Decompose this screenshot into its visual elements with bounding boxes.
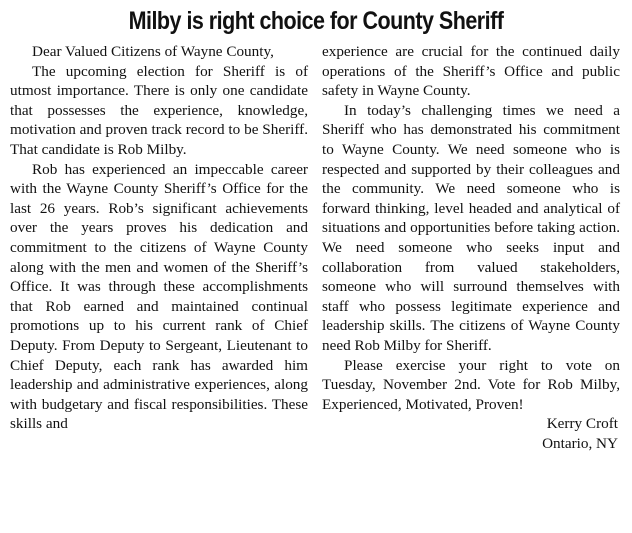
signature-location: Ontario, NY [542,434,618,452]
right-column [322,42,620,453]
headline: Milby is right choice for County Sheriff [128,7,504,35]
paragraph-challenging-times: In today’s challenging times we need a Sheriff who has demonstrated his commitment to Wayne County. We need someone who is respected and supported by their colleagues and the community. We need someone who is forward thinking, level headed and analytical of situations and opportunities before taking action. We need someone who seeks input and collaboration from valued stakeholders, someone who will surround themselves with staff who possess legitimate experience and leadership skills. The citizens of Wayne County need Rob Milby for Sheriff. [322,101,620,354]
signature-name: Kerry Croft [546,415,618,433]
paragraph-election: The upcoming election for Sheriff is of utmost importance. There is only one candidate that possesses the experience, knowledge, motivation and proven track record to be Sheriff. That candidate is Rob Milby. [10,62,308,158]
paragraph-continued: experience are crucial for the continued daily operations of the Sheriff’s Office and public safety in Wayne County. [322,43,620,100]
paragraph-career: Rob has experienced an impeccable career with the Wayne County Sheriff’s Office for the last 26 years. Rob’s significant achievements over the years proves his dedication and commitment to the citizens of Wayne County along with the men and women of the Sheriff’s Office. It was through these accomplishments that Rob earned and maintained continual promotions up to his current rank of Chief Deputy. From Deputy to Sergeant, Lieutenant to Chief Deputy, each rank has awarded him leadership and administrative experiences, along with budgetary and fiscal responsibilities. These skills and [10,160,308,433]
salutation: Dear Valued Citizens of Wayne County, [32,43,274,60]
left-column [10,42,308,453]
paragraph-vote: Please exercise your right to vote on Tuesday, November 2nd. Vote for Rob Milby, Experienced, Motivated, Proven! [322,356,620,413]
article-columns [10,42,622,453]
